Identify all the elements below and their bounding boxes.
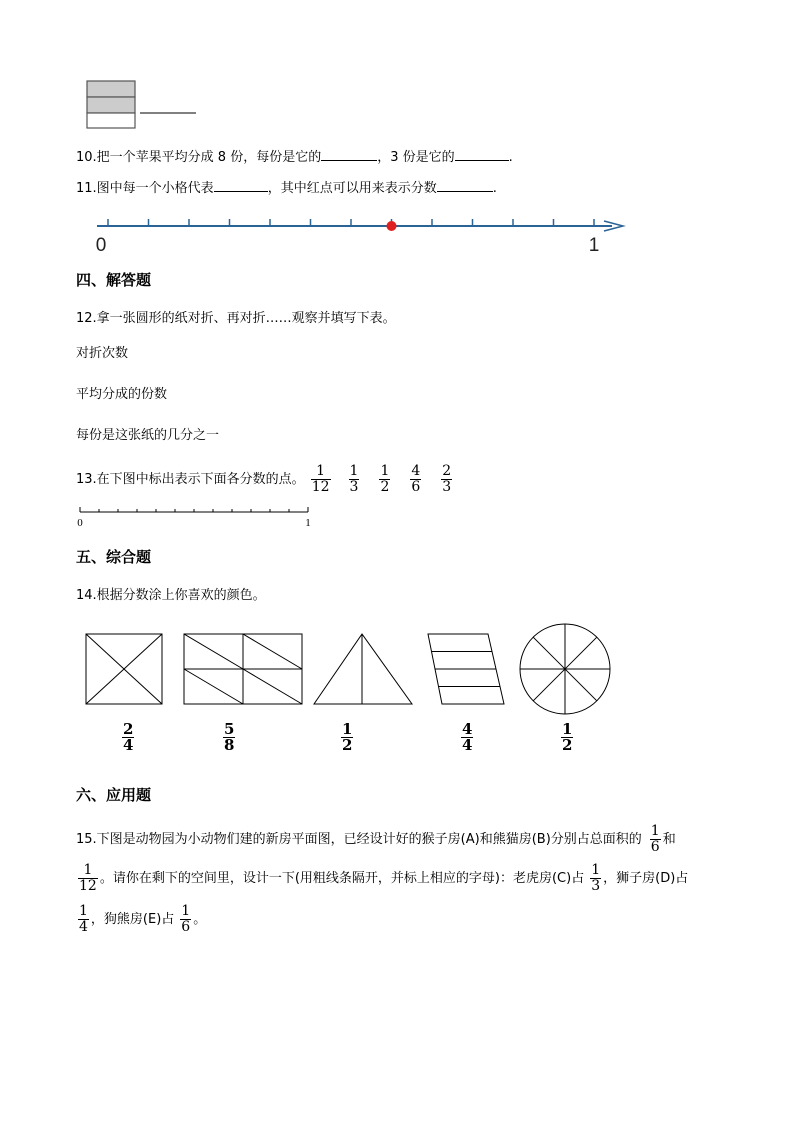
q10-blank-2[interactable] [455, 146, 509, 161]
q11-blank-2[interactable] [437, 177, 493, 192]
frac-num: 1 [650, 823, 660, 839]
q12-row-2: 平均分成的份数 [76, 387, 168, 402]
q10-text-b: ，3 份是它的 [377, 150, 455, 165]
frac-num: 1 [83, 862, 93, 878]
question-11 [76, 177, 497, 198]
question-14: 14.根据分数涂上你喜欢的颜色。 [76, 588, 266, 603]
strip-figure [86, 80, 198, 130]
q10-period: . [508, 150, 513, 165]
q13-text: 13.在下图中标出表示下面各分数的点。 [76, 471, 305, 487]
q13-fraction-2 [349, 464, 360, 495]
frac-num: 1 [316, 463, 326, 479]
number-line-2 [78, 505, 318, 535]
q15-fraction-1 [650, 824, 661, 855]
frac-den: 3 [349, 479, 359, 495]
q14-fraction-1 [120, 722, 136, 753]
frac-num: 1 [181, 903, 191, 919]
frac-den: 3 [591, 878, 601, 894]
q11-text-b: ，其中红点可以用来表示分数 [267, 181, 437, 196]
q14-fraction-4 [459, 722, 475, 753]
square-shape[interactable] [86, 634, 162, 704]
number-line-2-start: 0 [77, 517, 83, 529]
frac-den: 6 [411, 479, 421, 495]
q12-row-3: 每份是这张纸的几分之一 [76, 428, 220, 443]
number-line-2-end: 1 [305, 517, 311, 529]
section-4-title: 四、解答题 [76, 271, 152, 289]
q13-fraction-1 [311, 464, 331, 495]
frac-num: 2 [442, 463, 452, 479]
q14-fraction-5 [559, 722, 575, 753]
q15-fraction-3 [590, 863, 601, 894]
q15-fraction-2 [78, 863, 98, 894]
number-line-1-end: 1 [588, 235, 600, 256]
frac-den: 6 [650, 839, 660, 855]
frac-den: 4 [79, 919, 88, 935]
frac-num: 2 [123, 720, 134, 738]
q15-fraction-4 [78, 904, 89, 935]
q10-blank-1[interactable] [321, 146, 377, 161]
q15-text-bear: ，狗熊房(E)占 [90, 911, 175, 927]
frac-num: 1 [342, 720, 353, 738]
q12-row-1: 对折次数 [76, 346, 129, 361]
question-12: 12.拿一张圆形的纸对折、再对折……观察并填写下表。 [76, 311, 396, 326]
frac-den: 8 [224, 736, 235, 754]
question-10 [76, 146, 513, 167]
question-15-line-1 [76, 824, 676, 855]
rectangle-shape[interactable] [184, 634, 302, 704]
q15-fraction-5 [180, 904, 191, 935]
circle-shape[interactable] [520, 624, 610, 714]
q15-end: 。 [193, 911, 207, 927]
q10-text: 10.把一个苹果平均分成 8 份，每份是它的 [76, 150, 322, 165]
q11-period: . [492, 181, 497, 196]
frac-num: 1 [79, 903, 88, 919]
q15-and: 和 [662, 831, 676, 847]
frac-den: 4 [462, 736, 473, 754]
triangle-shape[interactable] [314, 634, 412, 704]
frac-den: 3 [442, 479, 452, 495]
q13-fraction-5 [441, 464, 452, 495]
parallelogram-shape[interactable] [428, 634, 504, 704]
q14-fraction-3 [339, 722, 355, 753]
frac-den: 12 [311, 479, 330, 495]
frac-den: 2 [562, 736, 573, 754]
frac-num: 4 [462, 720, 473, 738]
frac-den: 2 [380, 479, 390, 495]
frac-den: 4 [123, 736, 134, 754]
question-13 [76, 464, 454, 495]
number-line-1-start: 0 [95, 235, 107, 256]
frac-num: 1 [591, 862, 601, 878]
frac-den: 6 [181, 919, 191, 935]
question-15-line-2 [76, 863, 688, 894]
q15-text-2: 。请你在剩下的空间里，设计一下(用粗线条隔开，并标上相应的字母)：老虎房(C)占 [99, 870, 585, 886]
shapes-figure [80, 630, 620, 710]
section-5-title: 五、综合题 [76, 548, 152, 566]
frac-num: 4 [411, 463, 421, 479]
frac-den: 2 [342, 736, 353, 754]
frac-num: 1 [349, 463, 359, 479]
q13-fraction-3 [379, 464, 390, 495]
section-6-title: 六、应用题 [76, 786, 152, 804]
q11-blank-1[interactable] [214, 177, 268, 192]
question-15-line-3 [76, 904, 206, 935]
q15-text-1: 15.下图是动物园为小动物们建的新房平面图，已经设计好的猴子房(A)和熊猫房(B)分别占总面积的 [76, 831, 642, 847]
frac-num: 5 [224, 720, 235, 738]
red-point [387, 221, 397, 231]
q11-text: 11.图中每一个小格代表 [76, 181, 214, 196]
q13-fraction-4 [410, 464, 421, 495]
q14-fraction-2 [221, 722, 237, 753]
q15-text-lion: ，狮子房(D)占 [603, 870, 689, 886]
frac-den: 12 [79, 878, 97, 894]
frac-num: 1 [380, 463, 390, 479]
frac-num: 1 [562, 720, 573, 738]
number-line-1 [90, 210, 630, 255]
